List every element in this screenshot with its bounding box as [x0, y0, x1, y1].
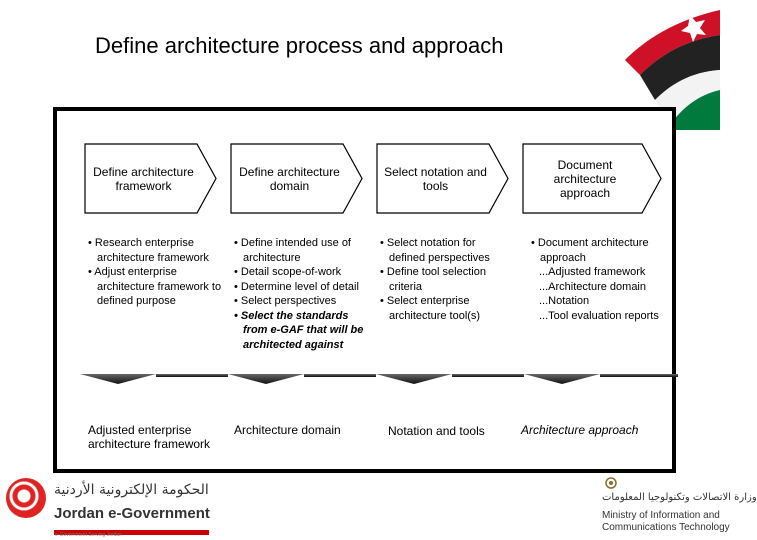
ministry-english-name: [602, 510, 730, 534]
ministry-english-line-2: Communications Technology: [602, 522, 730, 533]
ministry-logo: [602, 476, 757, 536]
step-label: Select notation and tools: [384, 164, 487, 193]
activity-item: • Define intended use of architecture: [234, 237, 351, 264]
activity-item-emphasized: • Select the standards from e-GAF that will be architected against: [234, 309, 364, 351]
step-chevron-2: [230, 143, 363, 214]
activity-item: • Detail scope-of-work: [234, 266, 342, 278]
activity-subitem: ...Architecture domain: [539, 280, 646, 293]
activity-item: • Adjust enterprise architecture framework to defined purpose: [88, 266, 222, 307]
activity-item: • Select notation for defined perspectives: [380, 237, 490, 264]
activity-subitem: ...Tool evaluation reports: [539, 309, 659, 322]
activity-subitem: ...Notation: [539, 295, 590, 307]
step-label: Define architecture framework: [93, 164, 194, 193]
activity-item: • Define tool selection criteria: [380, 266, 486, 293]
activity-item: • Select perspectives: [234, 295, 337, 307]
egov-name: Jordan e-Government: [54, 505, 210, 522]
activity-item: • Select enterprise architecture tool(s): [380, 295, 481, 322]
step-2-activities: [234, 236, 374, 352]
ministry-emblem-icon: [604, 476, 618, 490]
step-2-output: Architecture domain: [234, 423, 341, 437]
step-1-activities: [88, 236, 224, 309]
step-label: Document architecture approach: [553, 157, 617, 200]
step-chevron-1: [84, 143, 217, 214]
step-label: Define architecture domain: [239, 164, 340, 193]
output-arrow-bar: [80, 374, 678, 386]
egov-tagline: e-Government Serving Jordan: [55, 532, 122, 538]
ministry-english-line-1: Ministry of Information and: [602, 510, 720, 521]
step-4-output: Architecture approach: [521, 423, 639, 437]
activity-item: • Document architecture approach: [531, 237, 649, 264]
step-chevron-3: [376, 143, 509, 214]
step-chevron-4: [522, 143, 662, 214]
step-4-activities: [531, 236, 676, 323]
step-3-activities: [380, 236, 510, 323]
activity-subitem: ...Adjusted framework: [539, 266, 646, 278]
activity-item: • Determine level of detail: [234, 280, 359, 293]
ministry-arabic-name: وزارة الاتصالات وتكنولوجيا المعلومات: [602, 492, 757, 503]
activity-item: • Research enterprise architecture framework: [88, 237, 209, 264]
step-1-output: Adjusted enterprise architecture framework: [88, 423, 211, 451]
egov-swirl-icon: [6, 478, 46, 518]
step-3-output: Notation and tools: [388, 424, 485, 438]
slide-title: Define architecture process and approach: [95, 33, 504, 58]
egov-arabic-name: الحكومة الإلكترونية الأردنية: [54, 482, 209, 498]
